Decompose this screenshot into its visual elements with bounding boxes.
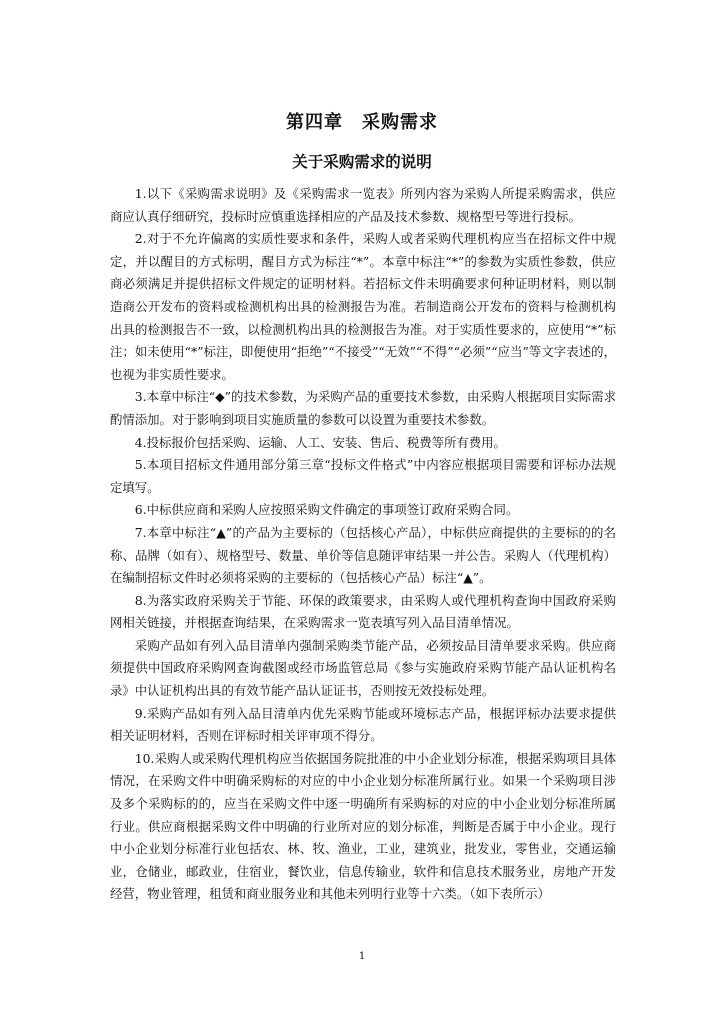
- paragraph-1: 1.以下《采购需求说明》及《采购需求一览表》所列内容为采购人所提采购需求，供应商应认真仔细研究，投标时应慎重选择相应的产品及技术参数、规格型号等进行投标。: [110, 186, 616, 224]
- paragraph-6: 6.中标供应商和采购人应按照采购文件确定的事项签订政府采购合同。: [134, 502, 519, 518]
- section-title: 关于采购需求的说明: [292, 152, 432, 171]
- paragraph-3: 3.本章中标注“◆”的技术参数，为采购产品的重要技术参数，由采购人根据项目实际需求酌情添加。对于影响到项目实施质量的参数可以设置为重要技术参数。: [110, 389, 616, 427]
- paragraph-4: 4.投标报价包括采购、运输、人工、安装、售后、税费等所有费用。: [134, 434, 506, 450]
- paragraph-2: 2.对于不允许偏离的实质性要求和条件，采购人或者采购代理机构应当在招标文件中规定，并以醒目的方式标明，醒目方式为标注“*”。本章中标注“*”的参数为实质性参数，供应商必须满足并提供招标文件规定的证明材料。若招标文件未明确要求何种证明材料，则以制造商公开发布的资料或检测机构出具的检测报告为准。若制造商公开发布的资料与检测机构出具的检测报告不一致，以检测机构出具的检测报告为准。对于实质性要求的，应使用“*”标注；如未使用“*”标注，即便使用“拒绝”“不接受”“无效”“不得”“必须”“应当”等文字表述的，也视为非实质性要求。: [110, 231, 616, 382]
- paragraph-7: 7.本章中标注“▲”的产品为主要标的（包括核心产品），中标供应商提供的主要标的的名称、品牌（如有）、规格型号、数量、单价等信息随评审结果一并公告。采购人（代理机构）在编制招标文件时必须将采购的主要标的（包括核心产品）标注“▲”。: [110, 524, 616, 586]
- paragraph-10: 10.采购人或采购代理机构应当依据国务院批准的中小企业划分标准，根据采购项目具体情况，在采购文件中明确采购标的对应的中小企业划分标准所属行业。如果一个采购项目涉及多个采购标的的，应当在采购文件中逐一明确所有采购标的对应的中小企业划分标准所属行业。供应商根据采购文件中明确的行业所对应的划分标准，判断是否属于中小企业。现行中小企业划分标准行业包括农、林、牧、渔业，工业，建筑业，批发业，零售业，交通运输业，仓储业，邮政业，住宿业，餐饮业，信息传输业，软件和信息技术服务业，房地产开发经营，物业管理，租赁和商业服务业和其他未列明行业等十六类。（如下表所示）: [110, 750, 616, 902]
- paragraph-8: 8.为落实政府采购关于节能、环保的政策要求，由采购人或代理机构查询中国政府采购网相关链接，并根据查询结果，在采购需求一览表填写列入品目清单情况。: [110, 592, 616, 631]
- paragraph-9: 9.采购产品如有列入品目清单内优先采购节能或环境标志产品，根据评标办法要求提供相关证明材料，否则在评标时相关评审项不得分。: [110, 705, 616, 744]
- body-text: [110, 183, 616, 906]
- paragraph-8-continued: 采购产品如有列入品目清单内强制采购类节能产品，必须按品目清单要求采购。供应商须提供中国政府采购网查询截图或经市场监管总局《参与实施政府采购节能产品认证机构名录》中认证机构出具的有效节能产品认证证书，否则按无效投标处理。: [110, 637, 616, 699]
- chapter-title: 第四章 采购需求: [286, 112, 438, 133]
- page-number: 1: [358, 951, 366, 962]
- paragraph-5: 5.本项目招标文件通用部分第三章“投标文件格式”中内容应根据项目需要和评标办法规定填写。: [110, 457, 616, 495]
